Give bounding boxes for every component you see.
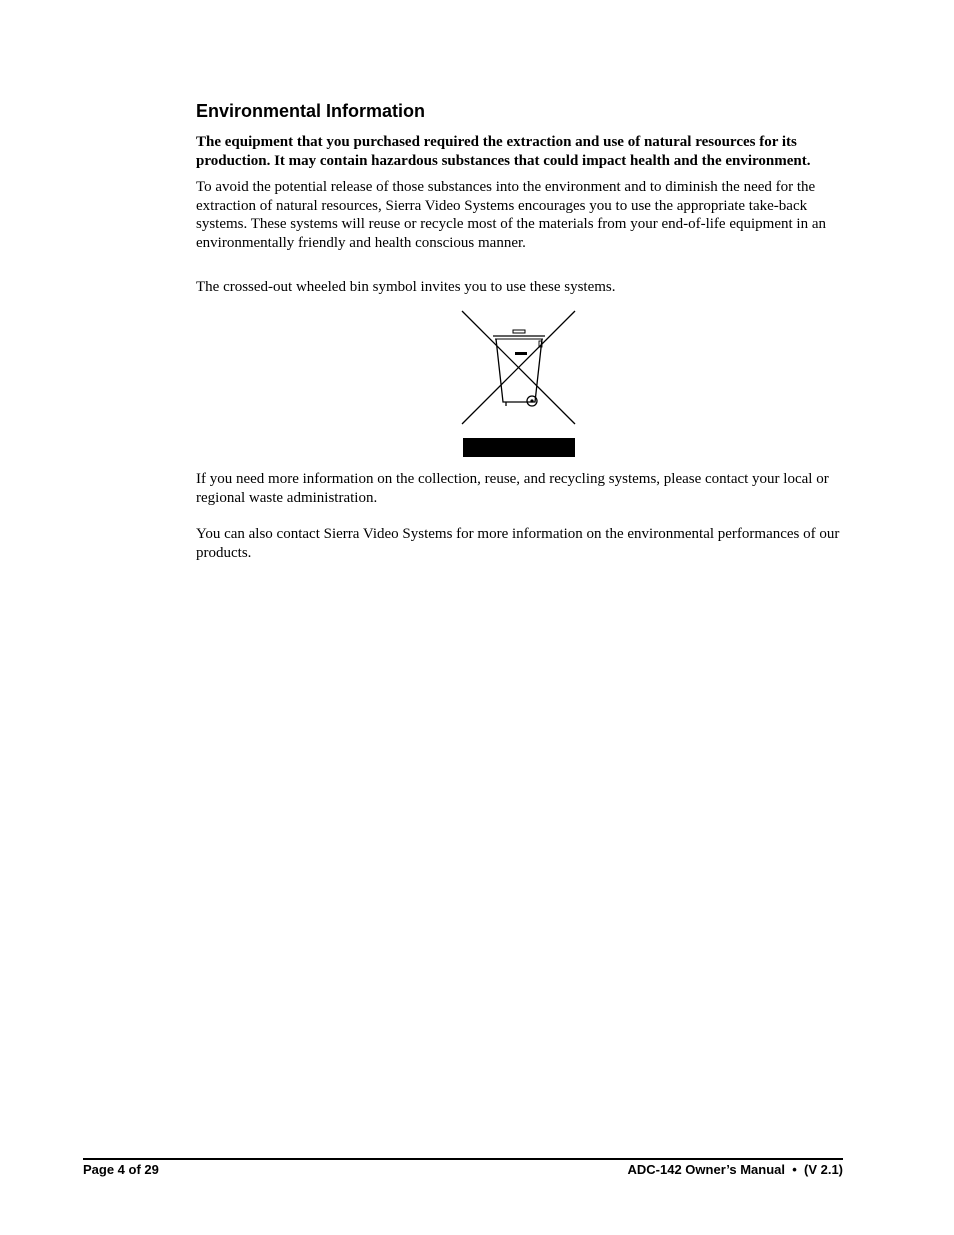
after-symbol-text [196,470,846,562]
crossed-out-wheeled-bin-icon [459,308,579,460]
section-title: Environmental Information [196,101,426,121]
symbol-paragraph: The crossed-out wheeled bin symbol invites you to use these systems. [196,279,616,295]
page-footer [83,1162,843,1178]
environmental-section [196,100,846,297]
more-info-paragraph: If you need more information on the collection, reuse, and recycling systems, please contact your local or regional waste administration. [196,471,829,506]
contact-paragraph: You can also contact Sierra Video Systems for more information on the environmental performances of our products. [196,526,840,561]
intro-bold-paragraph: The equipment that you purchased required the extraction and use of natural resources for its production. It may contain hazardous substances that could impact health and the environment. [196,134,811,169]
footer-page-number: Page 4 of 29 [83,1162,159,1177]
footer-manual-title: ADC-142 Owner’s Manual • (V 2.1) [627,1162,843,1177]
footer-divider [83,1158,843,1160]
take-back-paragraph: To avoid the potential release of those substances into the environment and to diminish the need for the extraction of natural resources, Sierra Video Systems encourages you to use the appropriate take-back systems. These systems will reuse or recycle most of the materials from your end-of-life equipment in an environmentally friendly and health conscious manner. [196,179,826,251]
